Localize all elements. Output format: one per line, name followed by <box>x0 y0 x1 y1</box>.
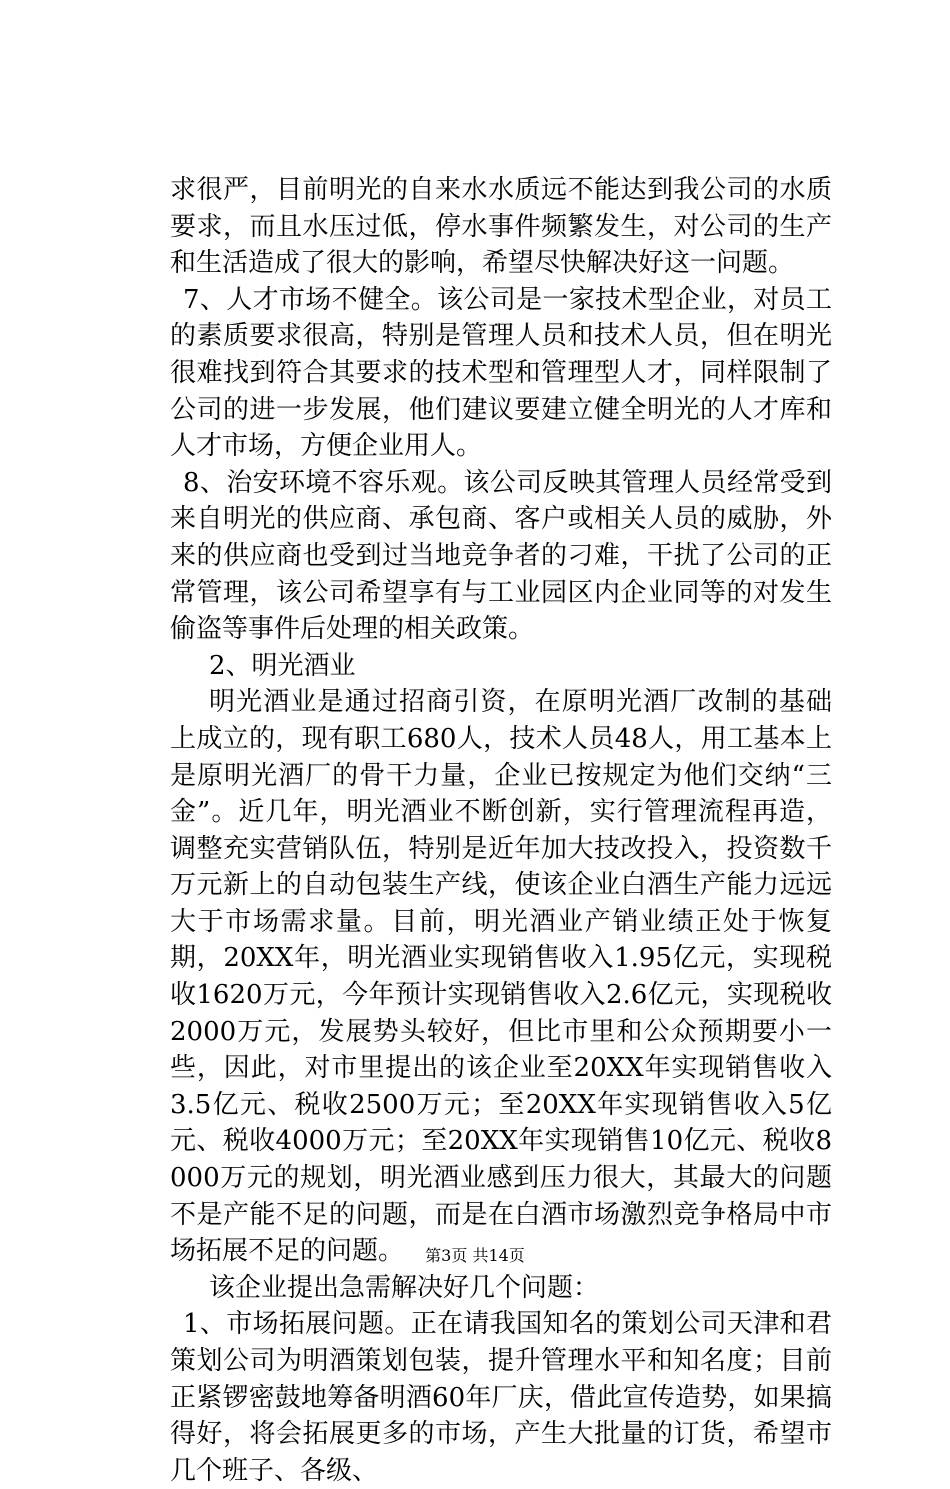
paragraph-item-7: 7、人才市场不健全。该公司是一家技术型企业，对员工的素质要求很高，特别是管理人员和技术人员，但在明光很难找到符合其要求的技术型和管理型人才，同样限制了公司的进一步发展，他们建议要建立健全明光的人才库和人才市场，方便企业用人。 <box>170 284 832 462</box>
section-heading: 2、明光酒业 <box>209 650 356 681</box>
paragraph-item-8: 8、治安环境不容乐观。该公司反映其管理人员经常受到来自明光的供应商、承包商、客户或相关人员的威胁，外来的供应商也受到过当地竞争者的刁难，干扰了公司的正常管理，该公司希望享有与工业园区内企业同等的对发生偷盗等事件后处理的相关政策。 <box>170 467 832 645</box>
paragraph-item-1: 1、市场拓展问题。正在请我国知名的策划公司天津和君策划公司为明酒策划包装，提升管理水平和知名度；目前正紧锣密鼓地筹备明酒60年厂庆，借此宣传造势，如果搞得好，将会拓展更多的市场，产生大批量的订货，希望市几个班子、各级、 <box>170 1309 832 1486</box>
page-number-footer: 第3页 共14页 <box>425 1246 525 1265</box>
paragraph-issues-intro: 该企业提出急需解决好几个问题： <box>209 1272 600 1303</box>
document-body <box>170 172 832 1489</box>
paragraph-company-overview: 明光酒业是通过招商引资，在原明光酒厂改制的基础上成立的，现有职工680人，技术人员48人，用工基本上是原明光酒厂的骨干力量，企业已按规定为他们交纳“三金”。近几年，明光酒业不断创新，实行管理流程再造，调整充实营销队伍，特别是近年加大技改投入，投资数千万元新上的自动包装生产线，使该企业白酒生产能力远远大于市场需求量。目前，明光酒业产销业绩正处于恢复期，20XX年，明光酒业实现销售收入1.95亿元，实现税收1620万元，今年预计实现销售收入2.6亿元，实现税收2000万元，发展势头较好，但比市里和公众预期要小一些，因此，对市里提出的该企业至20XX年实现销售收入3.5亿元、税收2500万元；至20XX年实现销售收入5亿元、税收4000万元；至20XX年实现销售10亿元、税收8000万元的规划，明光酒业感到压力很大，其最大的问题不是产能不足的问题，而是在白酒市场激烈竞争格局中市场拓展不足的问题。 <box>170 687 832 1267</box>
paragraph-continuation: 求很严，目前明光的自来水水质远不能达到我公司的水质要求，而且水压过低，停水事件频繁发生，对公司的生产和生活造成了很大的影响，希望尽快解决好这一问题。 <box>170 175 832 279</box>
